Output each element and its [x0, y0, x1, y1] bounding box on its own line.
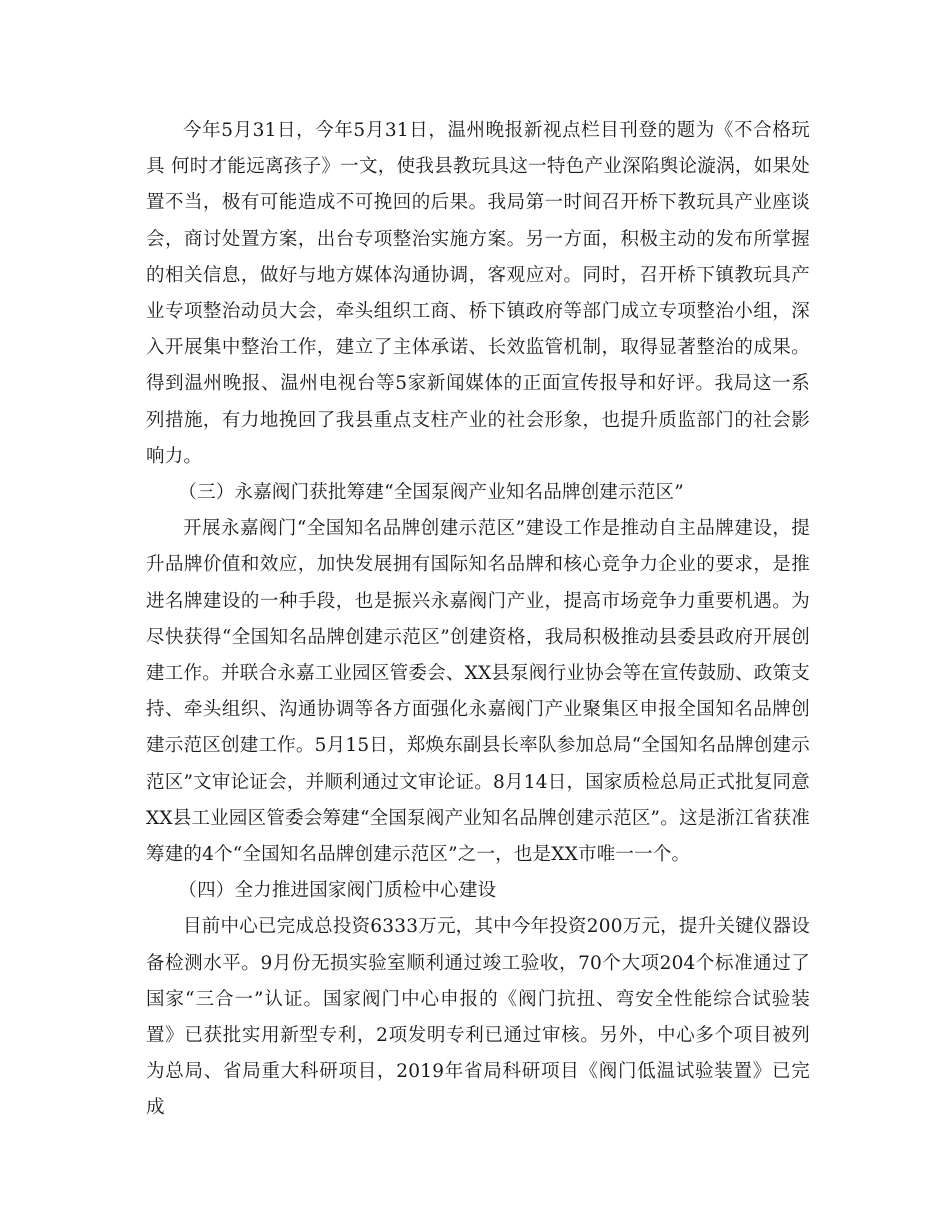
paragraph-valve-inspection-center: 目前中心已完成总投资6333万元，其中今年投资200万元，提升关键仪器设备检测水平。9月份无损实验室顺利通过竣工验收，70个大项204个标准通过了国家“三合一”认证。国家阀门中心申报的《阀门抗扭、弯安全性能综合试验装置》已获批实用新型专利，2项发明专利已通过审核。另外，中心多个项目被列为总局、省局重大科研项目，2019年省局科研项目《阀门低温试验装置》已完成 [146, 916, 810, 1119]
section-heading-4: （四）全力推进国家阀门质检中心建设 [178, 880, 497, 902]
paragraph-toy-industry-rectification: 今年5月31日，今年5月31日，温州晚报新视点栏目刊登的题为《不合格玩具 何时才能远离孩子》一文，使我县教玩具这一特色产业深陷舆论漩涡，如果处置不当，极有可能造成不可挽回的后果。我局第一时间召开桥下教玩具产业座谈会，商讨处置方案，出台专项整治实施方案。另一方面，积极主动的发布所掌握的相关信息，做好与地方媒体沟通协调，客观应对。同时，召开桥下镇教玩具产业专项整治动员大会，牵头组织工商、桥下镇政府等部门成立专项整治小组，深入开展集中整治工作，建立了主体承诺、长效监管机制，取得显著整治的成果。得到温州晚报、温州电视台等5家新闻媒体的正面宣传报导和好评。我局这一系列措施，有力地挽回了我县重点支柱产业的社会形象，也提升质监部门的社会影响力。 [146, 120, 810, 467]
document-body [146, 113, 810, 1127]
section-heading-3: （三）永嘉阀门获批筹建“全国泵阀产业知名品牌创建示范区” [178, 482, 684, 504]
paragraph-valve-brand-demo-zone: 开展永嘉阀门“全国知名品牌创建示范区”建设工作是推动自主品牌建设，提升品牌价值和效应，加快发展拥有国际知名品牌和核心竞争力企业的要求，是推进名牌建设的一种手段，也是振兴永嘉阀门产业，提高市场竞争力重要机遇。为尽快获得“全国知名品牌创建示范区”创建资格，我局积极推动县委县政府开展创建工作。并联合永嘉工业园区管委会、XX县泵阀行业协会等在宣传鼓励、政策支持、牵头组织、沟通协调等各方面强化永嘉阀门产业聚集区申报全国知名品牌创建示范区创建工作。5月15日，郑焕东副县长率队参加总局“全国知名品牌创建示范区”文审论证会，并顺利通过文审论证。8月14日，国家质检总局正式批复同意XX县工业园区管委会筹建“全国泵阀产业知名品牌创建示范区”。这是浙江省获准筹建的4个“全国知名品牌创建示范区”之一，也是XX市唯一一个。 [146, 518, 810, 866]
